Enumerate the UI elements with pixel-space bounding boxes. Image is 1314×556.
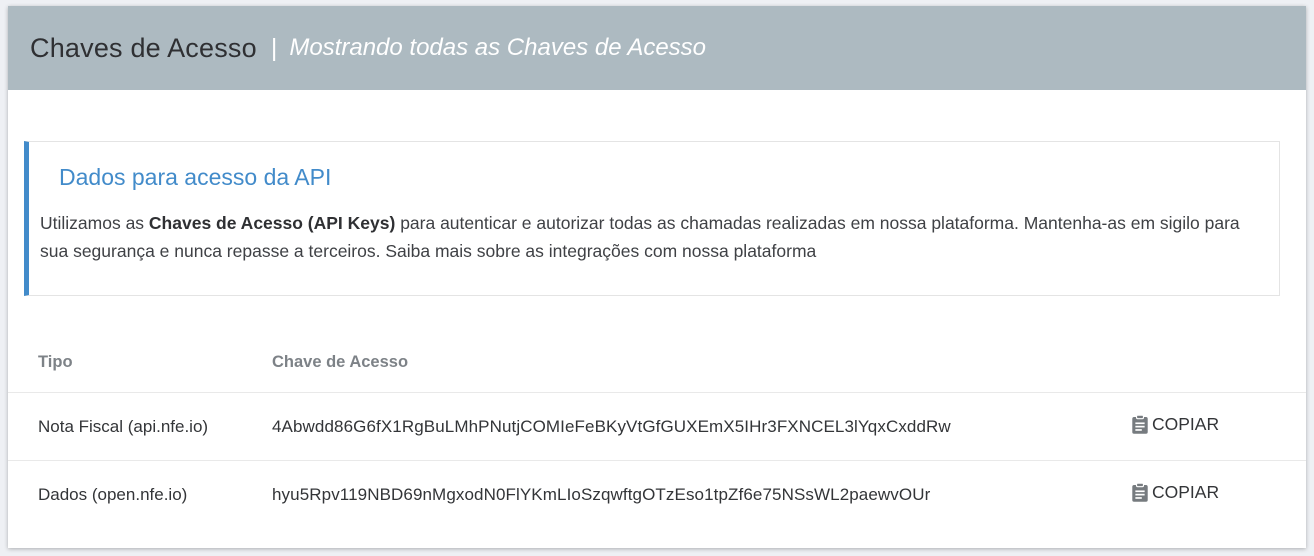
copy-button-label: COPIAR xyxy=(1152,413,1220,434)
table-header-row xyxy=(8,332,1306,392)
copy-button-label: COPIAR xyxy=(1152,481,1220,502)
callout-text-after: para autenticar e autorizar todas as chamadas realizadas em nossa plataforma. Mantenha-as em sigilo para sua segurança e nunca repasse a terceiros. Saiba mais sobre as integrações com nossa plataforma xyxy=(40,213,1240,261)
page-title: Chaves de Acesso xyxy=(30,32,257,63)
page-subtitle: Mostrando todas as Chaves de Acesso xyxy=(289,34,707,61)
table-row xyxy=(8,460,1306,528)
key-type-cell: Nota Fiscal (api.nfe.io) xyxy=(38,416,209,436)
actions-cell xyxy=(1131,482,1306,508)
callout-text-bold: Chaves de Acesso (API Keys) xyxy=(148,213,396,233)
access-key-cell: 4Abwdd86G6fX1RgBuLMhPNutjCOMIeFeBKyVtGfGUXEmX5IHr3FXNCEL3lYqxCxddRw xyxy=(272,416,951,436)
title-separator: | xyxy=(270,33,278,62)
callout-text xyxy=(40,209,1259,265)
clipboard-icon xyxy=(1131,482,1149,503)
access-keys-panel xyxy=(8,6,1306,548)
copy-button[interactable] xyxy=(1131,414,1219,435)
table-row xyxy=(8,392,1306,460)
clipboard-icon xyxy=(1131,414,1149,435)
copy-button[interactable] xyxy=(1131,482,1219,503)
api-keys-table xyxy=(8,332,1306,528)
key-type-cell: Dados (open.nfe.io) xyxy=(38,484,188,504)
callout-heading: Dados para acesso da API xyxy=(59,164,332,190)
panel-header xyxy=(8,6,1306,90)
actions-cell xyxy=(1131,414,1306,440)
column-header-chave: Chave de Acesso xyxy=(272,352,409,371)
column-header-tipo: Tipo xyxy=(38,352,73,371)
api-access-callout xyxy=(24,141,1280,296)
access-key-cell: hyu5Rpv119NBD69nMgxodN0FlYKmLIoSzqwftgOTzEso1tpZf6e75NSsWL2paewvOUr xyxy=(272,484,931,504)
callout-text-before: Utilizamos as xyxy=(40,213,149,233)
